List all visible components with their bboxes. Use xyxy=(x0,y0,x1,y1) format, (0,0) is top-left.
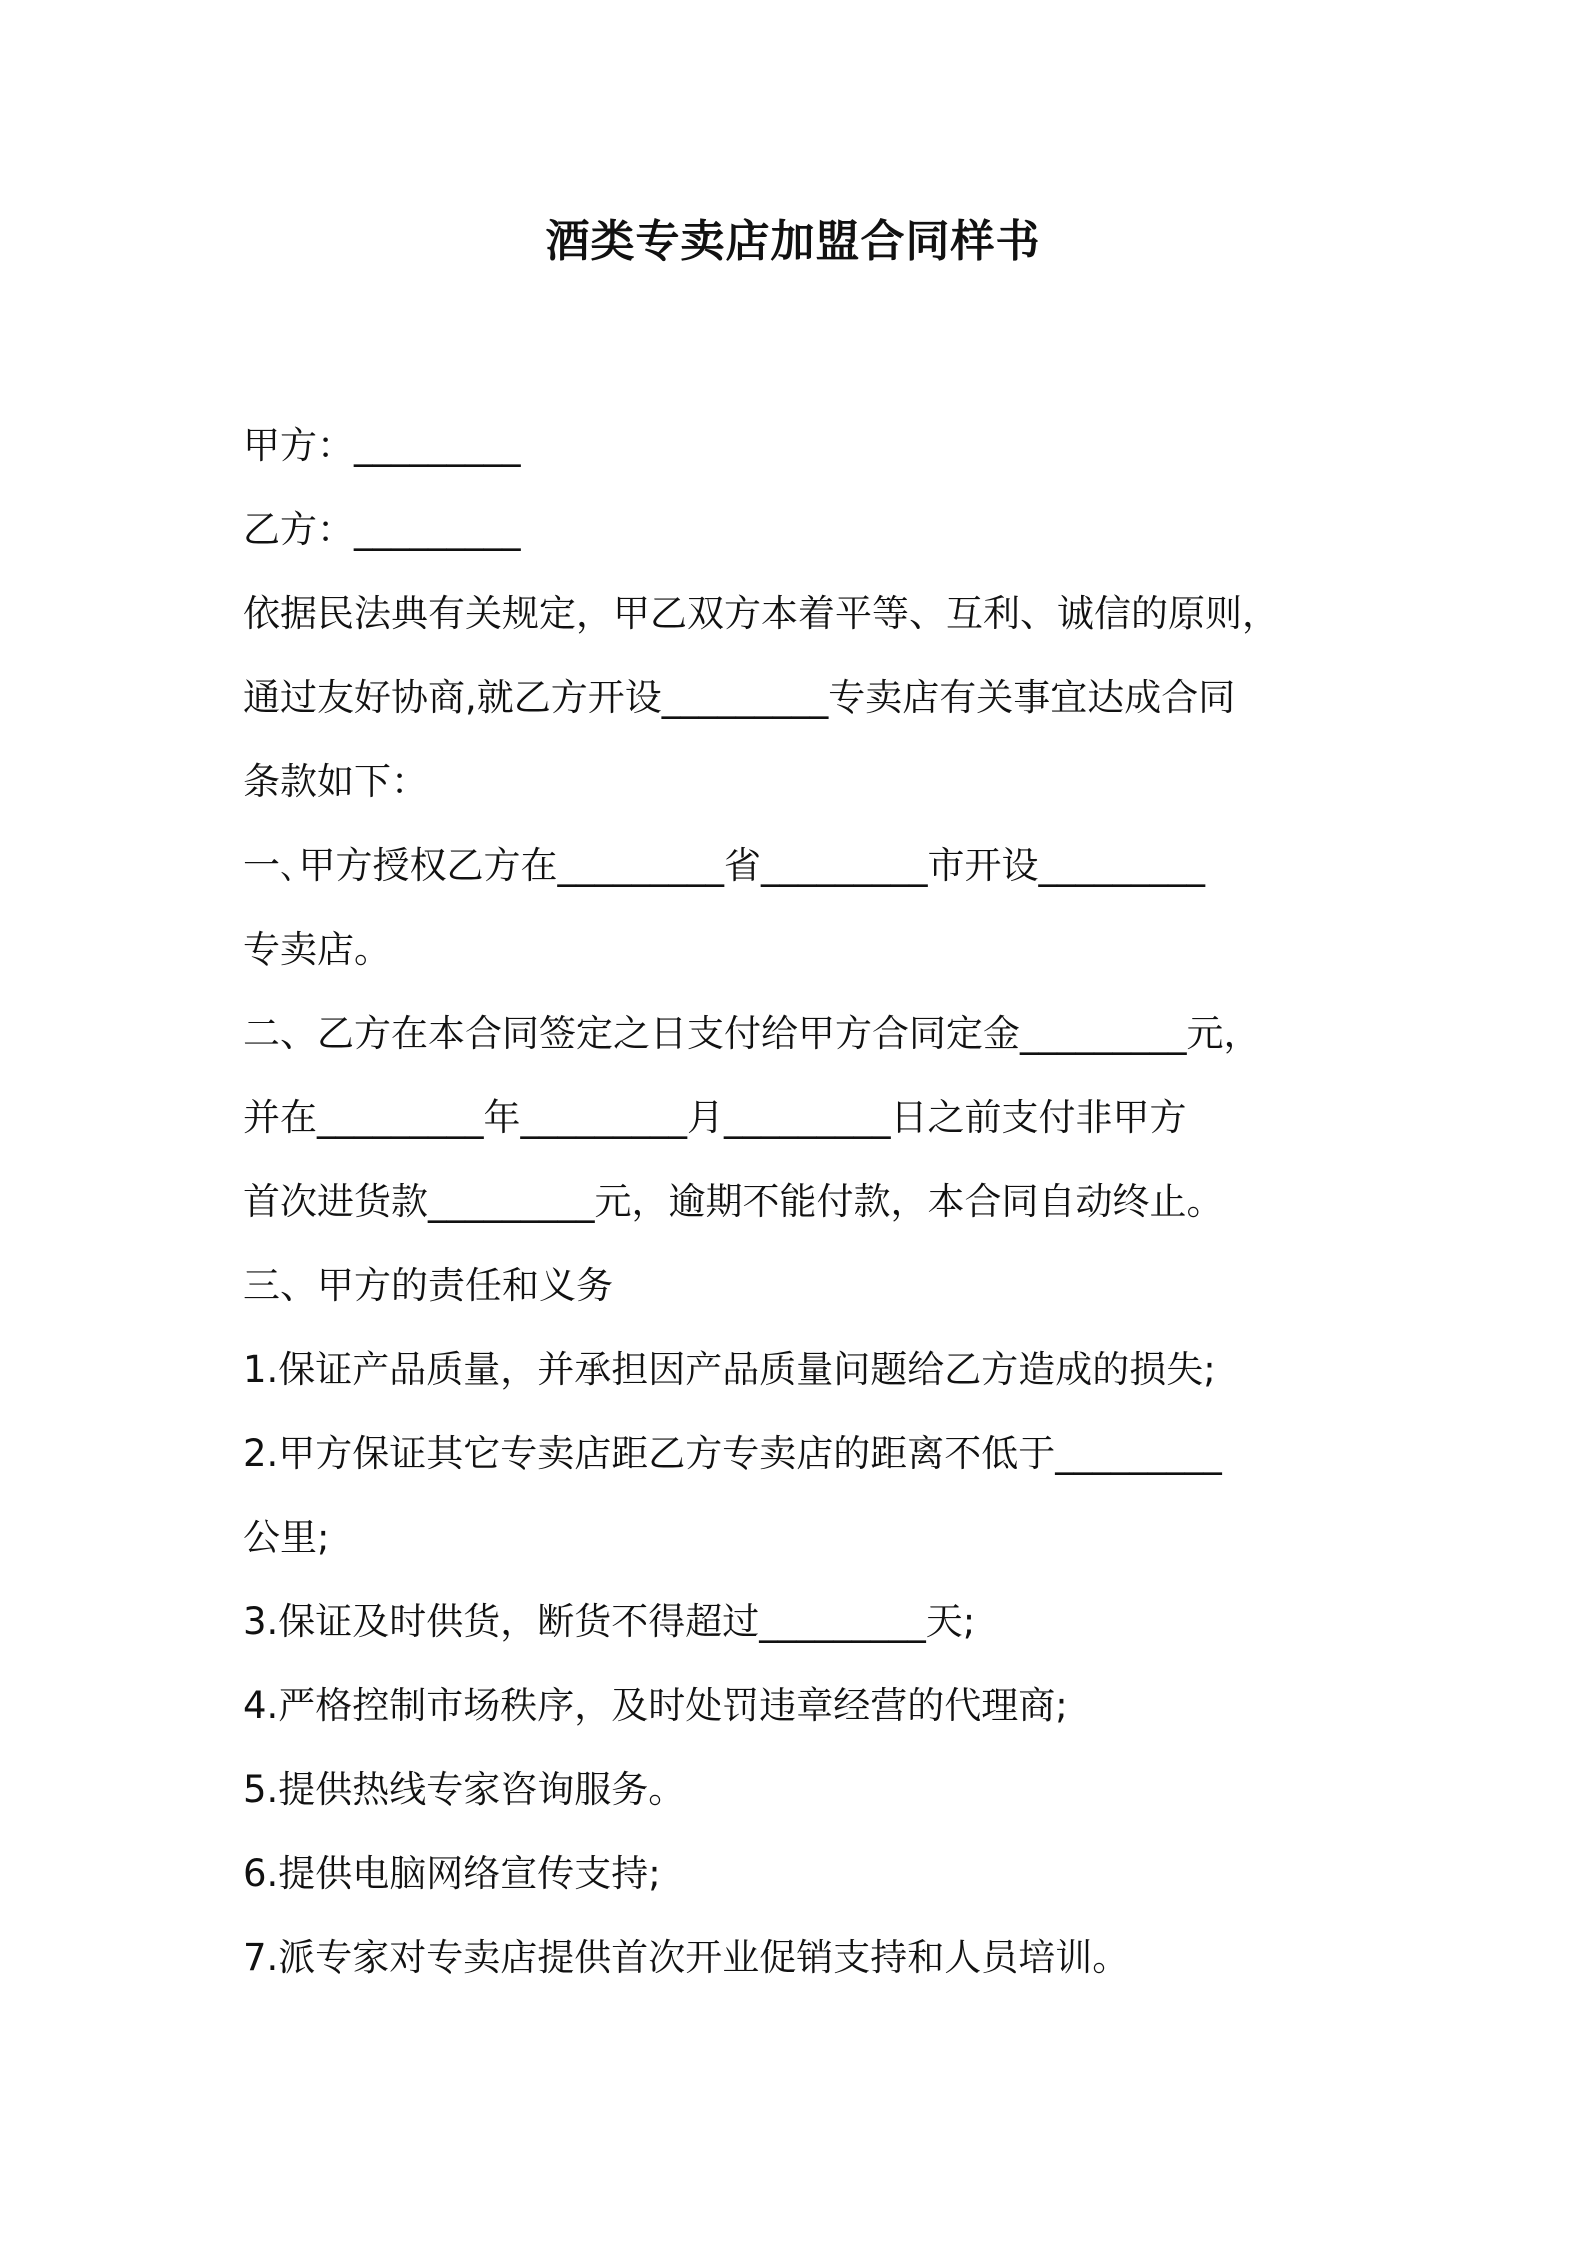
item-3: 3.保证及时供货，断货不得超过_________天; xyxy=(243,1600,976,1643)
section-3-heading: 三、甲方的责任和义务 xyxy=(243,1264,613,1307)
preamble-line-1: 依据民法典有关规定，甲乙双方本着平等、互利、诚信的原则， xyxy=(243,592,1279,635)
item-2-line-1: 2.甲方保证其它专卖店距乙方专卖店的距离不低于_________ xyxy=(243,1432,1222,1475)
clause-1-line-2: 专卖店。 xyxy=(243,928,391,971)
clause-1-line-1: 一､甲方授权乙方在_________省_________市开设_________ xyxy=(243,844,1205,887)
document-title: 酒类专卖店加盟合同样书 xyxy=(545,216,1041,267)
clause-2-line-1: 二、乙方在本合同签定之日支付给甲方合同定金_________元， xyxy=(243,1012,1261,1055)
item-7: 7.派专家对专卖店提供首次开业促销支持和人员培训。 xyxy=(243,1936,1130,1979)
preamble-line-3: 条款如下： xyxy=(243,760,428,803)
party-a-line: 甲方：_________ xyxy=(243,424,521,467)
item-2-line-2: 公里; xyxy=(243,1516,330,1559)
preamble-line-2: 通过友好协商,就乙方开设_________专卖店有关事宜达成合同 xyxy=(243,676,1236,719)
document-body xyxy=(243,404,1353,2000)
item-5: 5.提供热线专家咨询服务。 xyxy=(243,1768,686,1811)
item-1: 1.保证产品质量，并承担因产品质量问题给乙方造成的损失; xyxy=(243,1348,1216,1391)
party-b-line: 乙方：_________ xyxy=(243,508,521,551)
clause-2-line-3: 首次进货款_________元，逾期不能付款，本合同自动终止。 xyxy=(243,1180,1224,1223)
item-6: 6.提供电脑网络宣传支持; xyxy=(243,1852,661,1895)
clause-2-line-2: 并在_________年_________月_________日之前支付非甲方 xyxy=(243,1096,1187,1139)
item-4: 4.严格控制市场秩序，及时处罚违章经营的代理商; xyxy=(243,1684,1068,1727)
